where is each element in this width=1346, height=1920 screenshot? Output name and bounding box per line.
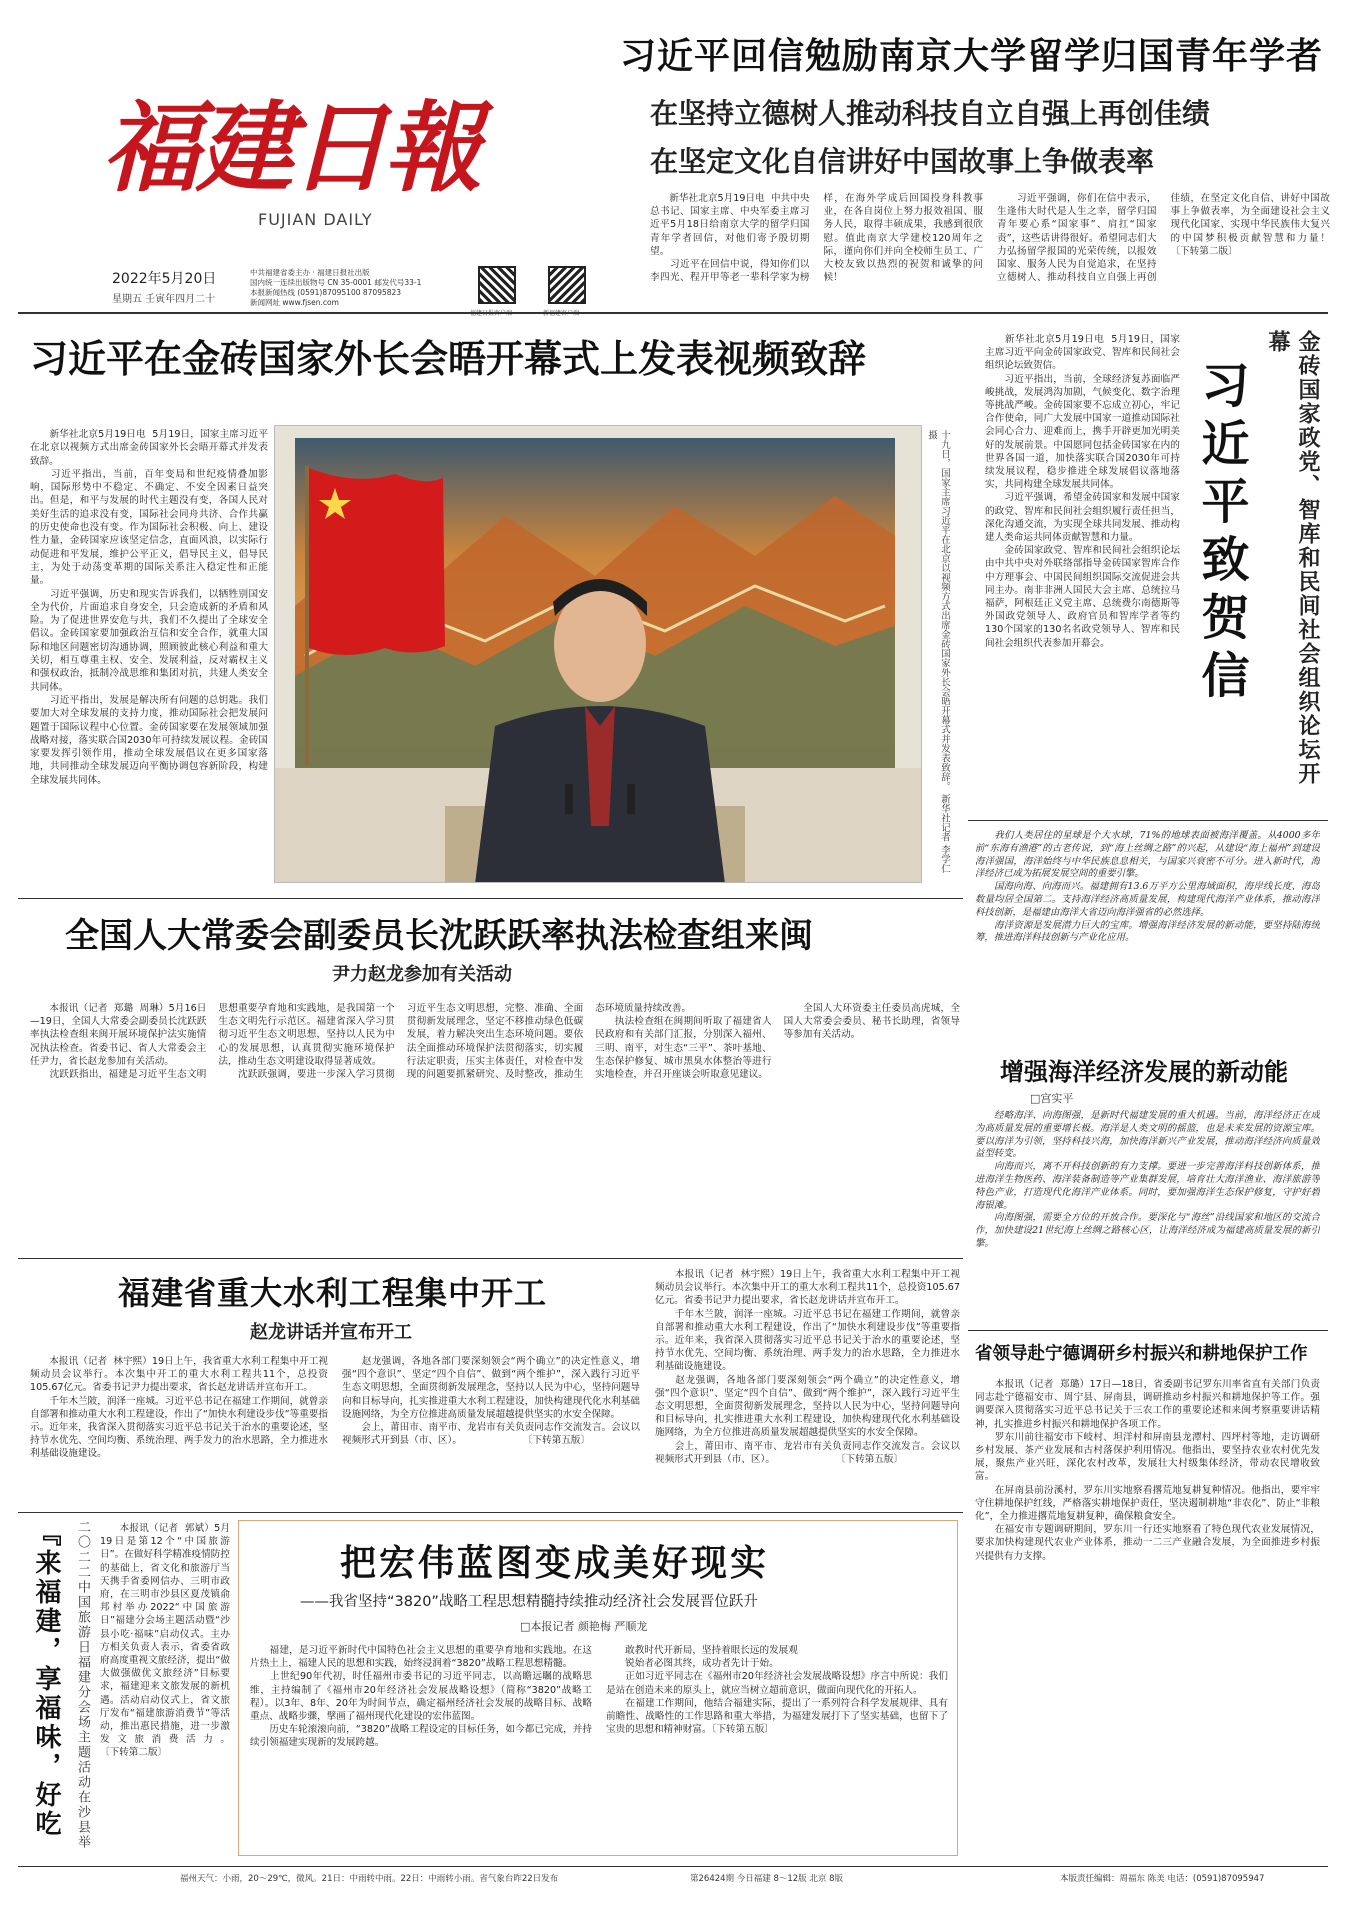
top-story-subline-1: 在坚持立德树人推动科技自立自强上再创佳绩 — [650, 97, 1211, 130]
lead-body: 新华社北京5月19日电 5月19日，国家主席习近平在北京以视频方式出席金砖国家外长会晤开幕式并发表致辞。 习近平指出，当前，百年变局和世纪疫情叠加影响，国际形势中不稳定、不确定、不安全因素日益突出。但是，和平与发展的时代主题没有变，各国人民对美好生活的追求没有变，国际社会同舟共济、合作共赢的历史使命也没有变。作为国际社会积极、向上、建设性力量，金砖国家应该坚定信念，直面风浪，以实际行动促进和平发展，维护公平正义，倡导民主义，倡导民主，为处于动荡变革期的国际关系注入稳定性和正能量。 习近平强调，历史和现实告诉我们，以牺牲别国安全为代价，片面追求自身安全，只会造成新的矛盾和风险。为了促进世界安危与共，我们不久提出了全球安全倡议。金砖国家要加强政治互信和安全合作，就重大国际和地区问题密切沟通协调，照顾彼此核心利益和重大关切，相互尊重主权、安全、发展利益，反对霸权主义和强权政治，抵制冷战思维和集团对抗，共建人类安全共同体。 习近平指出，发展是解决所有问题的总钥匙。我们要加大对全球发展的支持力度，推动国际社会把发展问题置于国际议程中心位置。金砖国家要在发展领域加强战略对接，落实联合国2030年可持续发展议程。金砖国家要发挥引领作用，推动全球发展倡议在更多国家落地，共同推动全球发展迈向平衡协调包容新阶段，构建全球发展共同体。 — [30, 429, 268, 786]
side-story-body: 新华社北京5月19日电 5月19日，国家主席习近平向金砖国家政党、智库和民间社会组织论坛致贺信。 习近平指出，当前，全球经济复苏面临严峻挑战，发展鸿沟加剧，气候变化、数字治理等挑战严峻。金砖国家要不忘成立初心，牢记合作使命，同广大发展中国家一道推动国际社会同心合力、迎难而上，携手开辟更加光明美好的发展前景。中国愿同包括金砖国家在内的世界各国一道，加快落实联合国2030年可持续发展议程，稳步推进全球发展倡议落地落实，共同构建全球发展共同体。 习近平强调，希望金砖国家和发展中国家的政党、智库和民间社会组织履行责任担当，深化沟通交流，为实现全球共同发展、推动构建人类命运共同体贡献智慧和力量。 金砖国家政党、智库和民间社会组织论坛由中共中央对外联络部指导金砖国家智库合作中方理事会、中国民间组织国际交流促进会共同主办。南非非洲人国民大会主席、总统拉马福萨，阿根廷正义党主席、总统费尔南德斯等外国政党领导人、政府官员和智库学者等约130个国家的130名名政党领导人、智库和民间社会组织代表参加开幕会。 — [985, 334, 1180, 649]
water-body-left: 本报讯（记者 林宇熙）19日上午，我省重大水利工程集中开工视频动员会议举行。本次集中开工的重大水利工程共11个，总投资105.67亿元。省委书记尹力提出要求，省长赵龙讲话并宣布开工。 千年木兰陂，润泽一座城。习近平总书记在福建工作期间，就曾亲自部署和推动重大水利工程建设，作出了“加快水利建设步伐”等重要指示。近年来，我省深入贯彻落实习近平总书记关于治水的重要论述，坚持节水优先、空间均衡、系统治理、两手发力的治水思路，全力推进水利基础设施建设。 赵龙强调，各地各部门要深刻领会“两个确立”的决定性意义，增强“四个意识”、坚定“四个自信”、做到“两个维护”，深入践行习近平生态文明思想，全面贯彻新发展理念，坚持以人民为中心，坚持问题导向和目标导向，扎实推进重大水利工程建设，加快构建现代化水利基础设施网络，为全方位推进高质量发展超越提供坚实的水安全保障。 会上，莆田市、南平市、龙岩市有关负责同志作交流发言。会议以视频形式开到县（市、区）。 〔下转第五版〕 — [30, 1356, 640, 1460]
npc-divider — [18, 1258, 963, 1259]
ocean-intro: 我们人类居住的星球是个大水球，71%的地球表面被海洋覆盖。从4000多年前“东海有渔港”的古老传说，到“海上丝绸之路”的兴起，从建设“海上福州”到建设海洋强国，海洋始终与中华民族息息相关，与国家兴衰密不可分。进入新时代，海洋经济已成为拓展发展空间的重要引擎。 国海向海、向海而兴。福建拥有13.6万平方公里海域面积，海岸线长度、海岛数量均居全国第二。支持海洋经济高质量发展，构建现代海洋产业体系，推动海洋科技创新，是福建由海洋大省迈向海洋强省的必然选择。 海洋资源是发展潜力巨大的宝库。增强海洋经济发展的新动能，要坚持陆海统筹，推进海洋科技创新与产业化应用。 — [975, 830, 1320, 944]
photo-illustration — [275, 426, 922, 883]
footer-rule — [18, 1866, 1328, 1867]
masthead-title: 福建日報 — [102, 91, 479, 206]
lead-bottom-divider — [18, 898, 963, 899]
water-headline: 福建省重大水利工程集中开工 — [118, 1274, 548, 1312]
ocean-body: 经略海洋、向海图强，是新时代福建发展的重大机遇。当前，海洋经济正在成为高质量发展的重要增长极。海洋是人类文明的摇篮，也是未来发展的资源宝库。要以海洋为引领，坚持科技兴海，加快海洋新兴产业发展，推动海洋经济向质量效益型转变。 向海而兴，离不开科技创新的有力支撑。要进一步完善海洋科技创新体系，推进海洋生物医药、海洋装备制造等产业集群发展，培育壮大海洋渔业、海洋旅游等特色产业，打造现代化海洋产业体系。同时，要加强海洋生态保护修复，守护好碧海银滩。 向海图强，需要全方位的开放合作。要深化与“海丝”沿线国家和地区的交流合作，加快建设21世纪海上丝绸之路核心区，让海洋经济成为福建高质量发展的新引擎。 — [975, 1110, 1320, 1249]
blueprint-subhead: ——我省坚持“3820”战略工程思想精髓持续推动经济社会发展晋位跃升 — [300, 1594, 758, 1610]
lead-photo — [274, 425, 922, 883]
blueprint-headline: 把宏伟蓝图变成美好现实 — [340, 1543, 770, 1584]
top-story-body: 新华社北京5月19日电 中共中央总书记、国家主席、中央军委主席习近平5月18日给南京大学的留学归国青年学者回信，对他们寄予殷切期望。 习近平在回信中说，得知你们以李四光、程开甲等老一辈科学家为榜样，在海外学成后回国投身科教事业，在各自岗位上努力报效祖国、服务人民，取得丰硕成果，我感到很欣慰。值此南京大学建校120周年之际，谨向你们并向全校师生员工、广大校友致以热烈的祝贺和诚挚的问候！ 习近平强调，你们在信中表示，生逢伟大时代是人生之幸，留学归国青年要心系“国家事”、肩扛“国家责”，这些话讲得很好。希望同志们大力弘扬留学报国的光荣传统，以报效国家、服务人民为自觉追求，在坚持立德树人、推动科技自立自强上再创佳绩，在坚定文化自信、讲好中国故事上争做表率，为全面建设社会主义现代化国家、实现中华民族伟大复兴的中国梦积极贡献智慧和力量！ 〔下转第二版〕 — [650, 193, 1330, 284]
npc-headline: 全国人大常委会副委员长沈跃跃率执法检查组来闽 — [65, 916, 813, 956]
blueprint-body: 福建，是习近平新时代中国特色社会主义思想的重要孕育地和实践地。在这片热土上，福建人民的思想和实践，始终浸润着“3820”战略工程思想精髓。 上世纪90年代初，时任福州市委书记的习近平同志，以高瞻远瞩的战略思维，主持编制了《福州市20年经济社会发展战略设想》（简称“3820”战略工程）。以3年、8年、20年为时间节点，确定福州经济社会发展的战略目标、战略重点、战略步骤，擘画了福州现代化建设的宏伟蓝图。 历史车轮滚滚向前，“3820”战略工程设定的目标任务，如今都已完成，并持续引领福建实现新的发展跨越。 敢教时代开新局，坚持着眼长远的发展观 锐始者必图其终，成功者先计于始。 正如习近平同志在《福州市20年经济社会发展战略设想》序言中所说：我们是站在创造未来的原头上，就应当树立超前意识，做面向现代化的开拓人。 在福建工作期间，他结合福建实际，提出了一系列符合科学发展规律、具有前瞻性、战略性的工作思路和重大举措，为福建发展打下了坚实基础，也留下了宝贵的思想和精神财富。〔下转第五版〕 — [250, 1645, 948, 1749]
tourism-subhead: 二〇二二中国旅游日福建分会场主题活动在沙县举 — [75, 1520, 90, 1850]
npc-subhead: 尹力赵龙参加有关活动 — [332, 964, 512, 985]
footer-weather: 福州天气：小雨，20～29℃，微风。21日：中雨转中雨。22日：中雨转小雨。省气象台昨22日发布 — [180, 1874, 559, 1884]
lead-headline: 习近平在金砖国家外长会晤开幕式上发表视频致辞 — [30, 337, 867, 381]
tourism-headline: 『来福建，享福味，好吃 — [31, 1520, 61, 1839]
masthead-divider — [18, 312, 1328, 314]
side-divider — [968, 820, 1328, 821]
rural-headline: 省领导赴宁德调研乡村振兴和耕地保护工作 — [975, 1344, 1308, 1364]
npc-body: 本报讯（记者 郑璐 周琳）5月16日—19日，全国人大常委会副委员长沈跃跃率执法检查组来闽开展环境保护法实施情况执法检查。省委书记、省人大常委会主任尹力，省长赵龙参加有关活动。 沈跃跃指出，福建是习近平生态文明思想重要孕育地和实践地，是我国第一个生态文明先行示范区。福建省深入学习贯彻习近平生态文明思想，坚持以人民为中心的发展思想，认真贯彻实施环境保护法，推动生态文明建设取得显著成效。 沈跃跃强调，要进一步深入学习贯彻习近平生态文明思想，完整、准确、全面贯彻新发展理念，坚定不移推动绿色低碳发展，着力解决突出生态环境问题。要依法全面推动环境保护法贯彻落实，切实履行法定职责，压实主体责任，对检查中发现的问题要抓紧研究、及时整改，推动生态环境质量持续改善。 执法检查组在闽期间听取了福建省人民政府和有关部门汇报，分别深入福州、三明、南平，对生态“三平”、茶叶基地、生态保护修复、城市黑臭水体整治等进行实地检查，并召开座谈会听取意见建议。 全国人大环资委主任委员高虎城，全国人大常委会委员、秘书长助理，省领导等参加有关活动。 — [30, 1003, 960, 1081]
qr-code-2 — [548, 266, 586, 304]
side-story-subhead: 金砖国家政党、智库和民间社会组织论坛开幕 — [1265, 330, 1320, 786]
ocean-divider — [968, 1330, 1328, 1331]
issue-date: 2022年5月20日 — [112, 271, 217, 287]
masthead — [20, 18, 660, 308]
photo-caption: 十九日，国家主席习近平在北京以视频方式出席金砖国家外长会晤开幕式并发表致辞。 新华社记者 李学仁 摄 — [926, 430, 950, 874]
ocean-headline: 增强海洋经济发展的新动能 — [1000, 1058, 1288, 1086]
footer-issue: 第26424期 今日福建 8～12版 北京 8版 — [690, 1874, 843, 1884]
qr-code-1 — [478, 266, 516, 304]
lunar-date: 星期五 壬寅年四月二十 — [112, 294, 216, 305]
tourism-body: 本报讯（记者 郭斌）5月19日是第12个“中国旅游日”。在做好科学精准疫情防控的基础上，省文化和旅游厅当天携手省委网信办、三明市政府，在三明市沙县区夏茂镇俞邦村举办2022“中国旅游日”福建分会场主题活动暨“沙县小吃·福味”启动仪式。主办方相关负责人表示，省委省政府高度重视文旅经济，提出“做大做强做优文旅经济”目标要求，福建迎来文旅发展的新机遇。活动启动仪式上，省文旅厅发布“福建旅游消费节”等活动，推出惠民措施，进一步激发文旅消费活力。 〔下转第二版〕 — [100, 1523, 230, 1759]
water-divider — [18, 1512, 963, 1513]
rural-body: 本报讯（记者 郑璐）17日—18日，省委副书记罗东川率省直有关部门负责同志赴宁德福安市、周宁县、屏南县，调研推动乡村振兴和耕地保护等工作。强调要深入贯彻落实习近平总书记关于三农工作的重要论述和来闽考察重要讲话精神，扎实推进乡村振兴和耕地保护各项工作。 罗东川前往福安市下岐村、坦洋村和屏南县龙潭村、四坪村等地，走访调研乡村发展、茶产业发展和古村落保护利用情况。他指出，要坚持农业农村优先发展，聚焦产业兴旺，深化农村改革，发展壮大村级集体经济，带动农民增收致富。 在屏南县前汾溪村，罗东川实地察看撂荒地复耕复种情况。他指出，要牢牢守住耕地保护红线，严格落实耕地保护责任，坚决遏制耕地“非农化”、防止“非粮化”，全力推进撂荒地复耕复种，确保粮食安全。 在福安市专题调研期间，罗东川一行还实地察看了特色现代农业发展情况，要求加快构建现代农业产业体系，推动一二三产业融合发展，为全面推进乡村振兴提供有力支撑。 — [975, 1379, 1320, 1562]
top-story-headline: 习近平回信勉励南京大学留学归国青年学者 — [620, 36, 1324, 77]
publisher-info: 中共福建省委主办 · 福建日报社出版 国内统一连续出版物号 CN 35-0001 邮发代号33-1 本报新闻热线 (0591)87095100 87095823 新闻网址 www.fjsen.com — [250, 268, 422, 307]
ocean-byline: □宫实平 — [1030, 1092, 1074, 1105]
masthead-english: FUJIAN DAILY — [258, 210, 373, 229]
chinese-flag — [309, 468, 445, 655]
water-subhead: 赵龙讲话并宣布开工 — [250, 1322, 412, 1343]
footer-editor: 本版责任编辑：周福东 陈美 电话：(0591)87095947 — [1060, 1874, 1265, 1884]
side-story-headline: 习近平致贺信 — [1193, 360, 1249, 708]
blueprint-byline: □本报记者 颜艳梅 严顺龙 — [520, 1620, 648, 1633]
top-story-subline-2: 在坚定文化自信讲好中国故事上争做表率 — [650, 145, 1155, 178]
flagpole — [305, 466, 309, 766]
water-body-right: 本报讯（记者 林宇熙）19日上午，我省重大水利工程集中开工视频动员会议举行。本次集中开工的重大水利工程共11个，总投资105.67亿元。省委书记尹力提出要求，省长赵龙讲话并宣布开工。 千年木兰陂，润泽一座城。习近平总书记在福建工作期间，就曾亲自部署和推动重大水利工程建设，作出了“加快水利建设步伐”等重要指示。近年来，我省深入贯彻落实习近平总书记关于治水的重要论述，坚持节水优先、空间均衡、系统治理、两手发力的治水思路，全力推进水利基础设施建设。 赵龙强调，各地各部门要深刻领会“两个确立”的决定性意义，增强“四个意识”、坚定“四个自信”、做到“两个维护”，深入践行习近平生态文明思想，全面贯彻新发展理念，坚持以人民为中心，坚持问题导向和目标导向，扎实推进重大水利工程建设，加快构建现代化水利基础设施网络，为全方位推进高质量发展超越提供坚实的水安全保障。 会上，莆田市、南平市、龙岩市有关负责同志作交流发言。会议以视频形式开到县（市、区）。 〔下转第五版〕 — [655, 1269, 960, 1465]
